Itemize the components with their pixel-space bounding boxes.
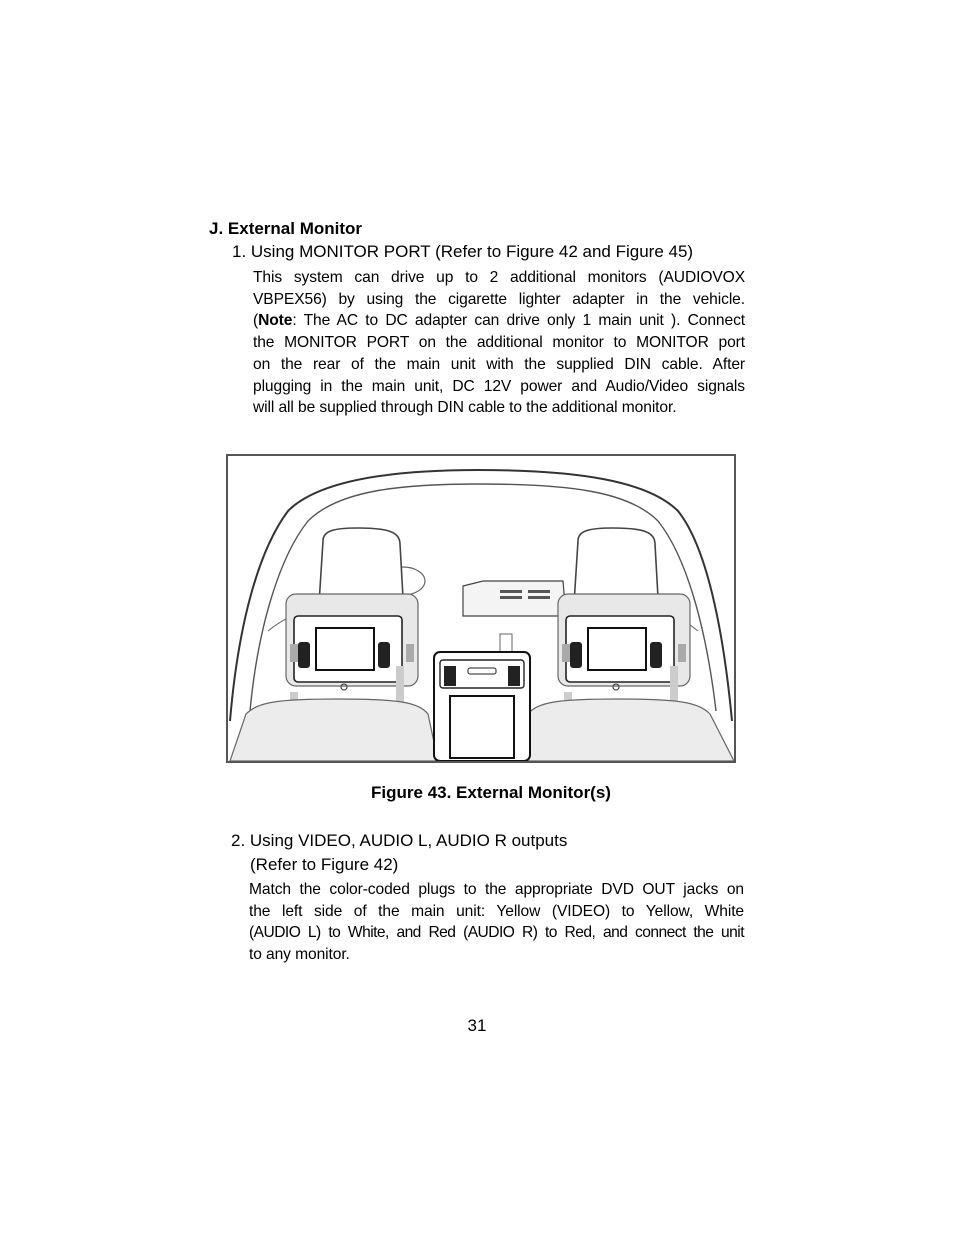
center-unit-screen bbox=[450, 696, 514, 758]
center-unit-speaker-icon bbox=[444, 666, 456, 686]
paragraph-line: plugging in the main unit, DC 12V power and Audio/Video signals bbox=[253, 377, 745, 395]
left-monitor-speaker-icon bbox=[378, 642, 390, 668]
item1-paragraph bbox=[253, 267, 745, 419]
paragraph-line: the MONITOR PORT on the additional monitor to MONITOR port bbox=[253, 334, 745, 352]
left-monitor-speaker-icon bbox=[298, 642, 310, 668]
right-monitor-speaker-icon bbox=[570, 642, 582, 668]
right-monitor-screen bbox=[588, 628, 646, 670]
paragraph-line: on the rear of the main unit with the supplied DIN cable. After bbox=[253, 355, 745, 373]
left-headrest-post bbox=[396, 666, 404, 706]
paragraph-line: will all be supplied through DIN cable to the additional monitor. bbox=[253, 399, 677, 417]
left-strap-icon bbox=[406, 644, 414, 662]
vent-icon bbox=[500, 596, 522, 599]
item2-paragraph bbox=[249, 879, 744, 966]
paragraph-line: the left side of the main unit: Yellow (VIDEO) to Yellow, White bbox=[249, 902, 744, 920]
right-monitor-speaker-icon bbox=[650, 642, 662, 668]
paragraph-line: to any monitor. bbox=[249, 946, 350, 964]
center-unit-speaker-icon bbox=[508, 666, 520, 686]
car-interior-illustration bbox=[228, 456, 734, 761]
paragraph-line: VBPEX56) by using the cigarette lighter adapter in the vehicle. bbox=[253, 290, 745, 308]
paragraph-line-note bbox=[253, 310, 745, 332]
right-seat bbox=[518, 699, 734, 761]
paragraph-line: This system can drive up to 2 additional monitors (AUDIOVOX bbox=[253, 269, 745, 286]
section-heading: J. External Monitor bbox=[209, 219, 363, 238]
vent-icon bbox=[500, 590, 522, 593]
paragraph-line: (AUDIO L) to White, and Red (AUDIO R) to Red, and connect the unit bbox=[249, 924, 744, 942]
note-open-paren: ( bbox=[253, 312, 259, 330]
note-text: : The AC to DC adapter can drive only 1 main unit ). Connect bbox=[292, 312, 745, 330]
left-monitor-screen bbox=[316, 628, 374, 670]
item2-heading: 2. Using VIDEO, AUDIO L, AUDIO R outputs bbox=[231, 831, 568, 850]
item1-heading: 1. Using MONITOR PORT (Refer to Figure 42 and Figure 45) bbox=[232, 242, 694, 261]
right-strap-icon bbox=[678, 644, 686, 662]
paragraph-line: Match the color-coded plugs to the appropriate DVD OUT jacks on bbox=[249, 881, 744, 898]
right-headrest-post bbox=[670, 666, 678, 706]
item2-subheading: (Refer to Figure 42) bbox=[250, 855, 399, 874]
figure-caption: Figure 43. External Monitor(s) bbox=[371, 783, 611, 802]
left-strap-icon bbox=[290, 644, 298, 662]
left-seat bbox=[230, 699, 438, 761]
vent-icon bbox=[528, 596, 550, 599]
right-strap-icon bbox=[562, 644, 570, 662]
vent-icon bbox=[528, 590, 550, 593]
figure-external-monitors bbox=[226, 454, 736, 763]
page-number: 31 bbox=[467, 1016, 487, 1035]
note-label: Note bbox=[258, 312, 293, 330]
